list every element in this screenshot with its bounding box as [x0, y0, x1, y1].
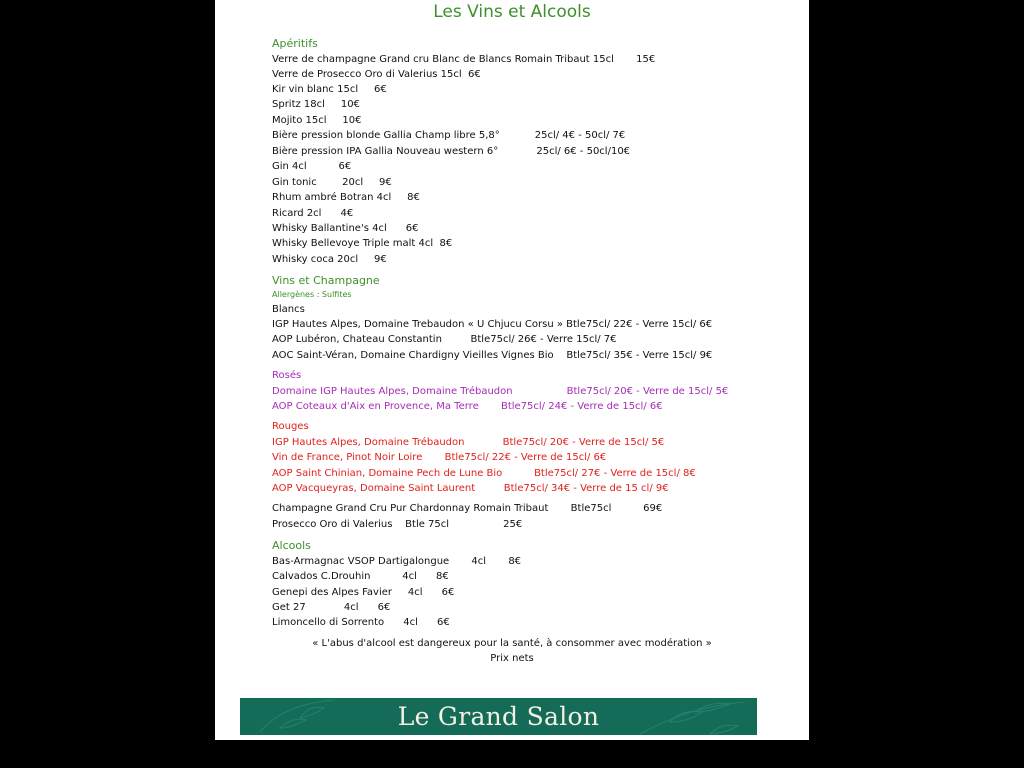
list-item: Whisky coca 20cl 9€: [272, 254, 387, 265]
brand-name: Le Grand Salon: [397, 702, 600, 731]
allergens-note: Allergènes : Sulfites: [272, 290, 352, 299]
section-heading-aperitifs: Apéritifs: [272, 37, 318, 50]
section-heading-alcools: Alcools: [272, 539, 311, 552]
list-item: Gin 4cl 6€: [272, 161, 352, 172]
section-heading-vins: Vins et Champagne: [272, 274, 380, 287]
list-item: Gin tonic 20cl 9€: [272, 177, 392, 188]
menu-page: [215, 0, 809, 740]
subheading-rouges: Rouges: [272, 421, 309, 432]
list-item: Whisky Bellevoye Triple malt 4cl 8€: [272, 238, 453, 249]
list-item: Verre de Prosecco Oro di Valerius 15cl 6€: [272, 69, 481, 80]
list-item: Prosecco Oro di Valerius Btle 75cl 25€: [272, 519, 523, 530]
list-item: Get 27 4cl 6€: [272, 602, 391, 613]
list-item: Calvados C.Drouhin 4cl 8€: [272, 571, 449, 582]
list-item: AOP Coteaux d'Aix en Provence, Ma Terre Btle75cl/ 24€ - Verre de 15cl/ 6€: [272, 401, 663, 412]
list-item: IGP Hautes Alpes, Domaine Trebaudon « U Chjucu Corsu » Btle75cl/ 22€ - Verre 15cl/ 6€: [272, 319, 713, 330]
brand-banner: [240, 698, 757, 735]
list-item: Spritz 18cl 10€: [272, 99, 360, 110]
subheading-blancs: Blancs: [272, 304, 305, 315]
page-title: Les Vins et Alcools: [433, 2, 591, 22]
list-item: Verre de champagne Grand cru Blanc de Blancs Romain Tribaut 15cl 15€: [272, 54, 656, 65]
list-item: Ricard 2cl 4€: [272, 208, 354, 219]
list-item: Bas-Armagnac VSOP Dartigalongue 4cl 8€: [272, 556, 522, 567]
list-item: Whisky Ballantine's 4cl 6€: [272, 223, 419, 234]
list-item: Champagne Grand Cru Pur Chardonnay Romain Tribaut Btle75cl 69€: [272, 503, 663, 514]
list-item: IGP Hautes Alpes, Domaine Trébaudon Btle75cl/ 20€ - Verre de 15cl/ 5€: [272, 437, 665, 448]
list-item: AOC Saint-Véran, Domaine Chardigny Vieilles Vignes Bio Btle75cl/ 35€ - Verre 15cl/ 9€: [272, 350, 713, 361]
subheading-roses: Rosés: [272, 370, 302, 381]
list-item: AOP Saint Chinian, Domaine Pech de Lune Bio Btle75cl/ 27€ - Verre de 15cl/ 8€: [272, 468, 696, 479]
list-item: Genepi des Alpes Favier 4cl 6€: [272, 587, 455, 598]
list-item: Mojito 15cl 10€: [272, 115, 362, 126]
list-item: AOP Vacqueyras, Domaine Saint Laurent Btle75cl/ 34€ - Verre de 15 cl/ 9€: [272, 483, 669, 494]
list-item: Bière pression IPA Gallia Nouveau western 6° 25cl/ 6€ - 50cl/10€: [272, 146, 631, 157]
list-item: Kir vin blanc 15cl 6€: [272, 84, 387, 95]
list-item: Limoncello di Sorrento 4cl 6€: [272, 617, 450, 628]
list-item: Bière pression blonde Gallia Champ libre 5,8° 25cl/ 4€ - 50cl/ 7€: [272, 130, 626, 141]
list-item: Rhum ambré Botran 4cl 8€: [272, 192, 420, 203]
list-item: Vin de France, Pinot Noir Loire Btle75cl/ 22€ - Verre de 15cl/ 6€: [272, 452, 607, 463]
net-prices-note: Prix nets: [490, 653, 534, 664]
list-item: Domaine IGP Hautes Alpes, Domaine Trébaudon Btle75cl/ 20€ - Verre de 15cl/ 5€: [272, 386, 729, 397]
health-notice: « L'abus d'alcool est dangereux pour la santé, à consommer avec modération »: [312, 638, 712, 649]
list-item: AOP Lubéron, Chateau Constantin Btle75cl/ 26€ - Verre 15cl/ 7€: [272, 334, 617, 345]
